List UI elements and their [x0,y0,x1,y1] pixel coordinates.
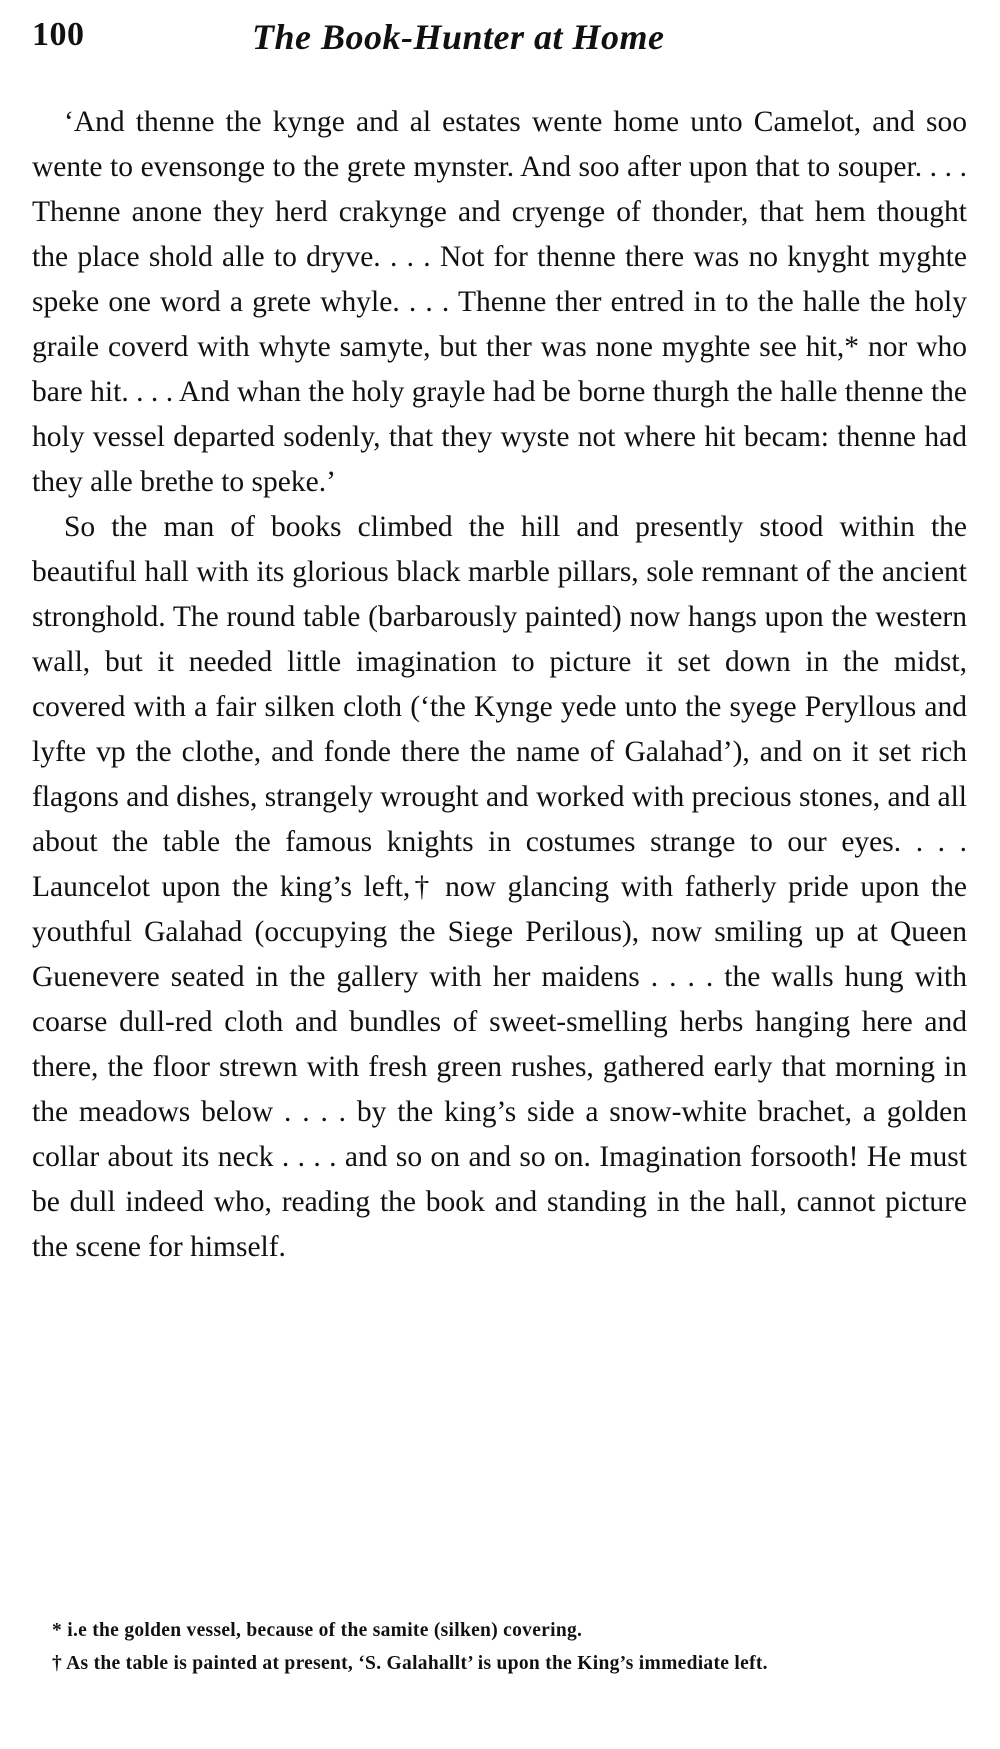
quoted-paragraph: ‘And thenne the kynge and al estates wente home unto Camelot, and soo wente to evensonge to the grete mynster. And soo after upon that to souper. . . . Thenne anone they herd crakynge and cryenge of thonder, that hem thought the place shold alle to dryve. . . . Not for thenne there was no knyght myghte speke one word a grete whyle. . . . Thenne ther entred in to the halle the holy graile coverd with whyte samyte, but ther was none myghte see hit,* nor who bare hit. . . . And whan the holy grayle had be borne thurgh the halle thenne the holy vessel departed sodenly, that they wyste not where hit becam: thenne had they alle brethe to speke.’ [32,106,967,498]
footnotes [32,1618,967,1684]
footnote-dagger: † As the table is painted at present, ‘S. Galahallt’ is upon the King’s immediate left. [52,1653,768,1674]
narrative-paragraph: So the man of books climbed the hill and presently stood within the beautiful hall with its glorious black marble pillars, sole remnant of the ancient stronghold. The round table (barbarously painted) now hangs upon the western wall, but it needed little imagination to picture it set down in the midst, covered with a fair silken cloth (‘the Kynge yede unto the syege Peryllous and lyfte vp the clothe, and fonde there the name of Galahad’), and on it set rich flagons and dishes, strangely wrought and worked with precious stones, and all about the table the famous knights in costumes strange to our eyes. . . . Launcelot upon the king’s left,† now glancing with fatherly pride upon the youthful Galahad (occupying the Siege Perilous), now smiling up at Queen Guenevere seated in the gallery with her maidens . . . . the walls hung with coarse dull-red cloth and bundles of sweet-smelling herbs hanging here and there, the floor strewn with fresh green rushes, gathered early that morning in the meadows below . . . . by the king’s side a snow-white brachet, a golden collar about its neck . . . . and so on and so on. Imagination forsooth! He must be dull indeed who, reading the book and standing in the hall, cannot picture the scene for himself. [32,511,967,1263]
running-title: The Book-Hunter at Home [252,17,665,57]
page-number: 100 [32,16,85,53]
page-header [32,10,967,60]
footnote-asterisk: * i.e the golden vessel, because of the samite (silken) covering. [52,1620,583,1641]
main-text [32,100,967,1270]
